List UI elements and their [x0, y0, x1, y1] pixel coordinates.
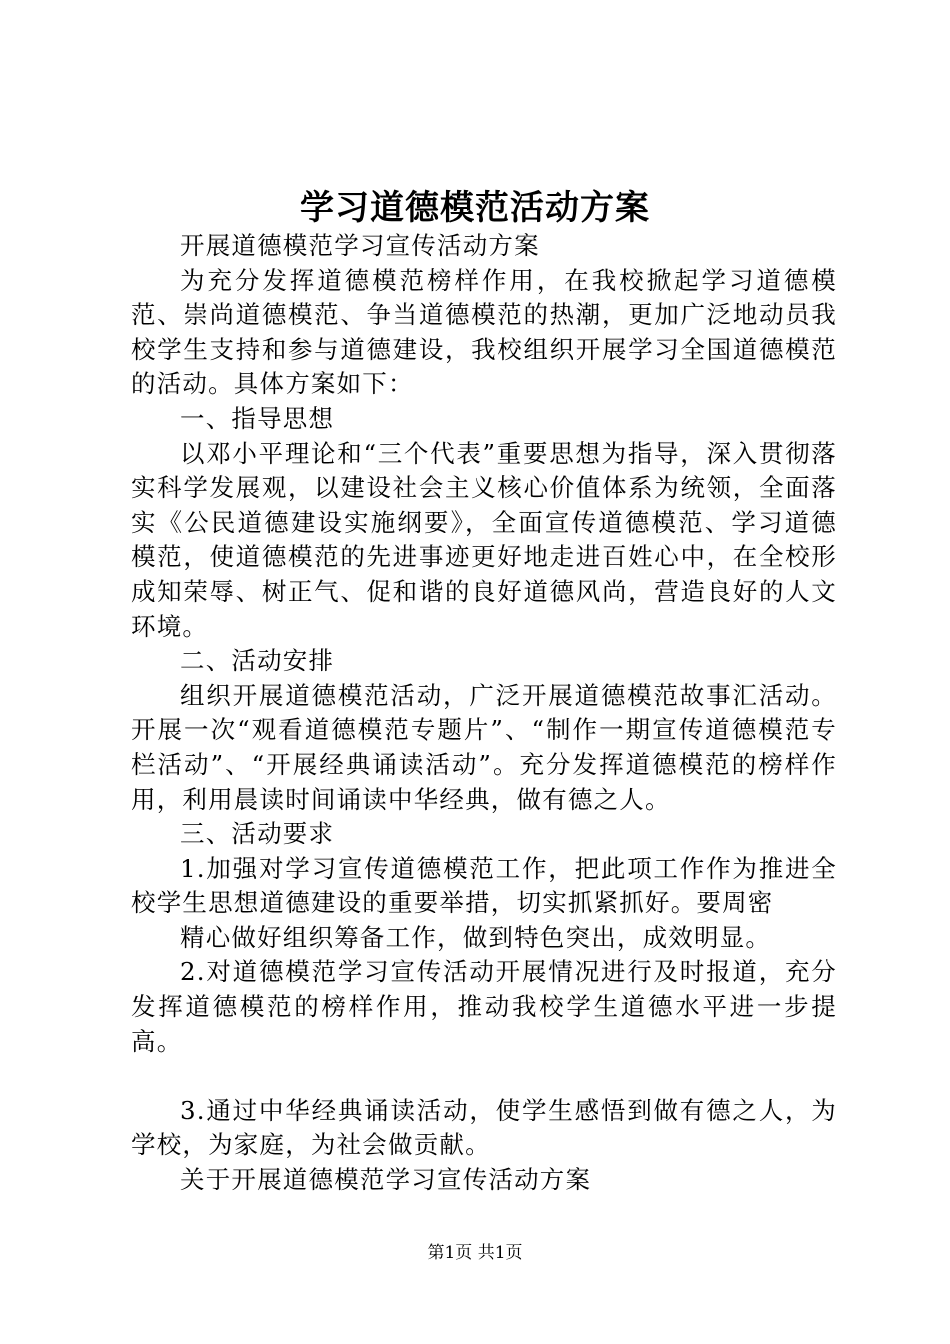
- page-number-footer: 第1页 共1页: [427, 1243, 523, 1263]
- requirement-item-1-continued: 精心做好组织筹备工作，做到特色突出，成效明显。: [180, 922, 772, 952]
- requirement-item-3: 3.通过中华经典诵读活动，使学生感悟到做有德之人，为学校，为家庭，为社会做贡献。: [131, 1095, 837, 1160]
- guiding-ideology-paragraph: 以邓小平理论和“三个代表”重要思想为指导，深入贯彻落实科学发展观，以建设社会主义核心价值体系为统领，全面落实《公民道德建设实施纲要》，全面宣传道德模范、学习道德模范，使道德模范的先进事迹更好地走进百姓心中，在全校形成知荣辱、树正气、促和谐的良好道德风尚，营造良好的人文环境。: [131, 438, 837, 641]
- activity-arrangement-paragraph: 组织开展道德模范活动，广泛开展道德模范故事汇活动。开展一次“观看道德模范专题片”、“制作一期宣传道德模范专栏活动”、“开展经典诵读活动”。充分发挥道德模范的榜样作用，利用晨读时间诵读中华经典，做有德之人。: [131, 680, 837, 814]
- closing-title-paragraph: 关于开展道德模范学习宣传活动方案: [180, 1165, 592, 1195]
- section-heading-activity-arrangement: 二、活动安排: [180, 646, 335, 676]
- requirement-item-2: 2.对道德模范学习宣传活动开展情况进行及时报道，充分发挥道德模范的榜样作用，推动我校学生道德水平进一步提高。: [131, 957, 837, 1056]
- document-title: 学习道德模范活动方案: [300, 188, 650, 228]
- document-body: [131, 229, 837, 1198]
- requirement-item-1: 1.加强对学习宣传道德模范工作，把此项工作作为推进全校学生思想道德建设的重要举措，切实抓紧抓好。要周密: [131, 853, 837, 918]
- section-heading-guiding-ideology: 一、指导思想: [180, 403, 335, 433]
- subtitle-paragraph: 开展道德模范学习宣传活动方案: [180, 231, 540, 260]
- intro-paragraph: 为充分发挥道德模范榜样作用，在我校掀起学习道德模范、崇尚道德模范、争当道德模范的热潮，更加广泛地动员我校学生支持和参与道德建设，我校组织开展学习全国道德模范的活动。具体方案如下：: [131, 265, 837, 399]
- section-heading-activity-requirements: 三、活动要求: [180, 819, 335, 849]
